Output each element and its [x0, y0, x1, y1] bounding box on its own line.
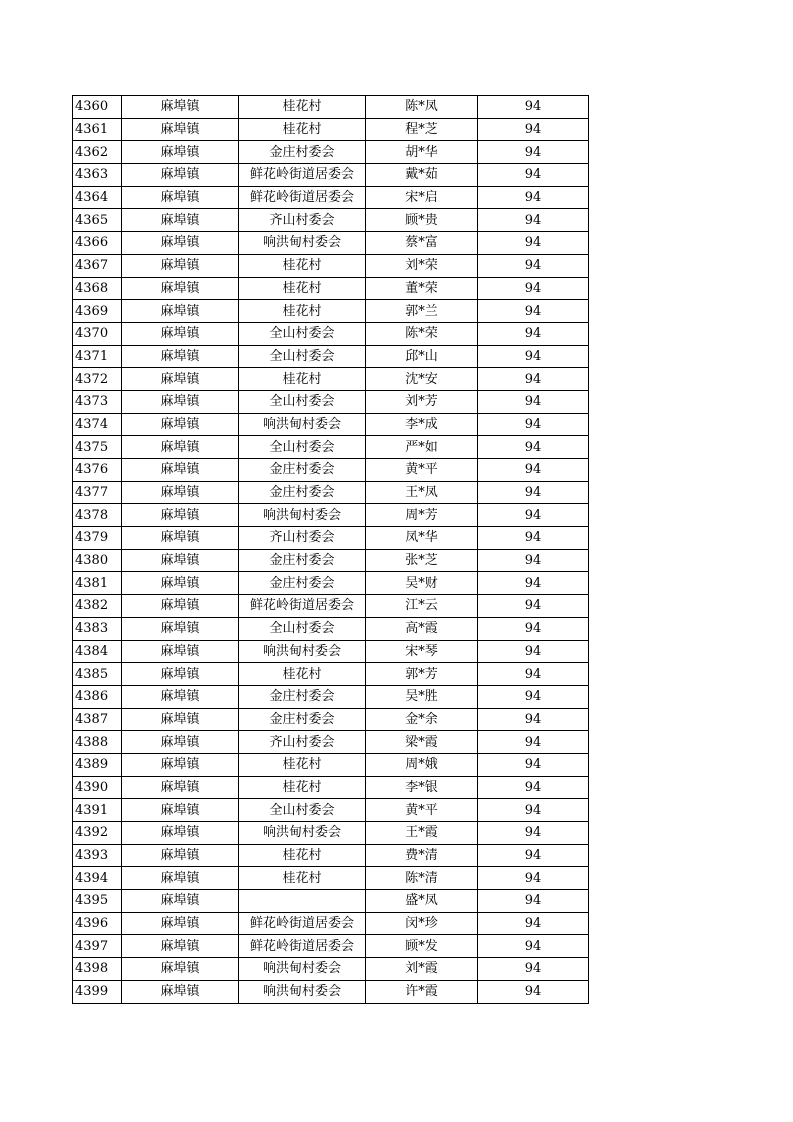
- score-cell: 94: [478, 118, 589, 141]
- score-cell: 94: [478, 436, 589, 459]
- score-cell: 94: [478, 527, 589, 550]
- person-name-cell: 吴*财: [366, 572, 478, 595]
- town-cell: 麻埠镇: [122, 368, 239, 391]
- village-cell: 桂花村: [239, 867, 366, 890]
- row-number-cell: 4378: [73, 504, 122, 527]
- village-cell: 桂花村: [239, 844, 366, 867]
- village-cell: 桂花村: [239, 277, 366, 300]
- village-cell: 齐山村委会: [239, 527, 366, 550]
- table-row: [73, 254, 589, 277]
- person-name-cell: 李*银: [366, 776, 478, 799]
- table-row: [73, 118, 589, 141]
- score-cell: 94: [478, 345, 589, 368]
- person-name-cell: 刘*芳: [366, 390, 478, 413]
- village-cell: 鲜花岭街道居委会: [239, 935, 366, 958]
- town-cell: 麻埠镇: [122, 890, 239, 913]
- score-cell: 94: [478, 890, 589, 913]
- village-cell: 桂花村: [239, 753, 366, 776]
- person-name-cell: 顾*贵: [366, 209, 478, 232]
- row-number-cell: 4370: [73, 322, 122, 345]
- town-cell: 麻埠镇: [122, 935, 239, 958]
- data-table: [72, 95, 589, 1004]
- town-cell: 麻埠镇: [122, 390, 239, 413]
- score-cell: 94: [478, 685, 589, 708]
- score-cell: 94: [478, 322, 589, 345]
- village-cell: 桂花村: [239, 118, 366, 141]
- row-number-cell: 4377: [73, 481, 122, 504]
- row-number-cell: 4390: [73, 776, 122, 799]
- score-cell: 94: [478, 958, 589, 981]
- town-cell: 麻埠镇: [122, 527, 239, 550]
- table-row: [73, 459, 589, 482]
- village-cell: 金庄村委会: [239, 141, 366, 164]
- town-cell: 麻埠镇: [122, 663, 239, 686]
- table-body: [73, 96, 589, 1004]
- table-row: [73, 413, 589, 436]
- row-number-cell: 4376: [73, 459, 122, 482]
- person-name-cell: 胡*华: [366, 141, 478, 164]
- score-cell: 94: [478, 254, 589, 277]
- table-row: [73, 436, 589, 459]
- table-row: [73, 753, 589, 776]
- town-cell: 麻埠镇: [122, 96, 239, 119]
- town-cell: 麻埠镇: [122, 232, 239, 255]
- row-number-cell: 4373: [73, 390, 122, 413]
- score-cell: 94: [478, 390, 589, 413]
- row-number-cell: 4367: [73, 254, 122, 277]
- town-cell: 麻埠镇: [122, 912, 239, 935]
- row-number-cell: 4398: [73, 958, 122, 981]
- town-cell: 麻埠镇: [122, 617, 239, 640]
- village-cell: 全山村委会: [239, 390, 366, 413]
- person-name-cell: 李*成: [366, 413, 478, 436]
- row-number-cell: 4385: [73, 663, 122, 686]
- person-name-cell: 陈*荣: [366, 322, 478, 345]
- town-cell: 麻埠镇: [122, 822, 239, 845]
- village-cell: 金庄村委会: [239, 708, 366, 731]
- row-number-cell: 4392: [73, 822, 122, 845]
- village-cell: 齐山村委会: [239, 209, 366, 232]
- town-cell: 麻埠镇: [122, 731, 239, 754]
- score-cell: 94: [478, 164, 589, 187]
- score-cell: 94: [478, 549, 589, 572]
- village-cell: 响洪甸村委会: [239, 980, 366, 1003]
- village-cell: 鲜花岭街道居委会: [239, 164, 366, 187]
- row-number-cell: 4382: [73, 595, 122, 618]
- table-row: [73, 300, 589, 323]
- person-name-cell: 刘*荣: [366, 254, 478, 277]
- row-number-cell: 4364: [73, 186, 122, 209]
- village-cell: 全山村委会: [239, 322, 366, 345]
- town-cell: 麻埠镇: [122, 958, 239, 981]
- score-cell: 94: [478, 640, 589, 663]
- table-row: [73, 141, 589, 164]
- row-number-cell: 4397: [73, 935, 122, 958]
- village-cell: 响洪甸村委会: [239, 958, 366, 981]
- town-cell: 麻埠镇: [122, 549, 239, 572]
- village-cell: 鲜花岭街道居委会: [239, 595, 366, 618]
- table-row: [73, 232, 589, 255]
- town-cell: 麻埠镇: [122, 753, 239, 776]
- row-number-cell: 4366: [73, 232, 122, 255]
- town-cell: 麻埠镇: [122, 980, 239, 1003]
- row-number-cell: 4383: [73, 617, 122, 640]
- table-row: [73, 799, 589, 822]
- person-name-cell: 王*霞: [366, 822, 478, 845]
- score-cell: 94: [478, 617, 589, 640]
- town-cell: 麻埠镇: [122, 209, 239, 232]
- person-name-cell: 高*霞: [366, 617, 478, 640]
- town-cell: 麻埠镇: [122, 685, 239, 708]
- table-row: [73, 640, 589, 663]
- village-cell: 桂花村: [239, 96, 366, 119]
- town-cell: 麻埠镇: [122, 640, 239, 663]
- village-cell: 响洪甸村委会: [239, 640, 366, 663]
- table-row: [73, 776, 589, 799]
- score-cell: 94: [478, 572, 589, 595]
- person-name-cell: 凤*华: [366, 527, 478, 550]
- person-name-cell: 盛*凤: [366, 890, 478, 913]
- town-cell: 麻埠镇: [122, 799, 239, 822]
- person-name-cell: 梁*霞: [366, 731, 478, 754]
- person-name-cell: 戴*茹: [366, 164, 478, 187]
- table-row: [73, 186, 589, 209]
- score-cell: 94: [478, 300, 589, 323]
- person-name-cell: 费*清: [366, 844, 478, 867]
- table-row: [73, 345, 589, 368]
- town-cell: 麻埠镇: [122, 776, 239, 799]
- score-cell: 94: [478, 663, 589, 686]
- row-number-cell: 4388: [73, 731, 122, 754]
- score-cell: 94: [478, 368, 589, 391]
- score-cell: 94: [478, 753, 589, 776]
- row-number-cell: 4360: [73, 96, 122, 119]
- score-cell: 94: [478, 867, 589, 890]
- score-cell: 94: [478, 822, 589, 845]
- person-name-cell: 邱*山: [366, 345, 478, 368]
- village-cell: 响洪甸村委会: [239, 504, 366, 527]
- row-number-cell: 4374: [73, 413, 122, 436]
- score-cell: 94: [478, 232, 589, 255]
- person-name-cell: 严*如: [366, 436, 478, 459]
- table-row: [73, 572, 589, 595]
- row-number-cell: 4369: [73, 300, 122, 323]
- village-cell: 全山村委会: [239, 345, 366, 368]
- table-row: [73, 322, 589, 345]
- table-row: [73, 890, 589, 913]
- town-cell: 麻埠镇: [122, 708, 239, 731]
- person-name-cell: 宋*启: [366, 186, 478, 209]
- village-cell: 响洪甸村委会: [239, 822, 366, 845]
- row-number-cell: 4380: [73, 549, 122, 572]
- person-name-cell: 蔡*富: [366, 232, 478, 255]
- table-row: [73, 504, 589, 527]
- score-cell: 94: [478, 980, 589, 1003]
- village-cell: 金庄村委会: [239, 459, 366, 482]
- row-number-cell: 4399: [73, 980, 122, 1003]
- village-cell: 金庄村委会: [239, 685, 366, 708]
- person-name-cell: 陈*凤: [366, 96, 478, 119]
- table-row: [73, 390, 589, 413]
- village-cell: 全山村委会: [239, 436, 366, 459]
- table-row: [73, 549, 589, 572]
- person-name-cell: 顾*发: [366, 935, 478, 958]
- town-cell: 麻埠镇: [122, 277, 239, 300]
- person-name-cell: 陈*清: [366, 867, 478, 890]
- village-cell: 全山村委会: [239, 617, 366, 640]
- score-cell: 94: [478, 844, 589, 867]
- village-cell: 金庄村委会: [239, 481, 366, 504]
- person-name-cell: 金*余: [366, 708, 478, 731]
- town-cell: 麻埠镇: [122, 844, 239, 867]
- village-cell: 齐山村委会: [239, 731, 366, 754]
- table-row: [73, 96, 589, 119]
- table-row: [73, 527, 589, 550]
- score-cell: 94: [478, 277, 589, 300]
- score-cell: 94: [478, 96, 589, 119]
- row-number-cell: 4375: [73, 436, 122, 459]
- table-row: [73, 685, 589, 708]
- table-row: [73, 958, 589, 981]
- town-cell: 麻埠镇: [122, 459, 239, 482]
- score-cell: 94: [478, 799, 589, 822]
- score-cell: 94: [478, 481, 589, 504]
- score-cell: 94: [478, 186, 589, 209]
- row-number-cell: 4391: [73, 799, 122, 822]
- person-name-cell: 周*芳: [366, 504, 478, 527]
- row-number-cell: 4379: [73, 527, 122, 550]
- town-cell: 麻埠镇: [122, 254, 239, 277]
- row-number-cell: 4384: [73, 640, 122, 663]
- score-cell: 94: [478, 935, 589, 958]
- score-cell: 94: [478, 459, 589, 482]
- person-name-cell: 周*娥: [366, 753, 478, 776]
- town-cell: 麻埠镇: [122, 345, 239, 368]
- score-cell: 94: [478, 141, 589, 164]
- person-name-cell: 黄*平: [366, 799, 478, 822]
- town-cell: 麻埠镇: [122, 413, 239, 436]
- table-row: [73, 822, 589, 845]
- village-cell: 金庄村委会: [239, 549, 366, 572]
- table-row: [73, 277, 589, 300]
- row-number-cell: 4363: [73, 164, 122, 187]
- score-cell: 94: [478, 708, 589, 731]
- person-name-cell: 王*凤: [366, 481, 478, 504]
- village-cell: 全山村委会: [239, 799, 366, 822]
- table-row: [73, 368, 589, 391]
- person-name-cell: 董*荣: [366, 277, 478, 300]
- score-cell: 94: [478, 912, 589, 935]
- row-number-cell: 4361: [73, 118, 122, 141]
- row-number-cell: 4394: [73, 867, 122, 890]
- village-cell: [239, 890, 366, 913]
- village-cell: 响洪甸村委会: [239, 232, 366, 255]
- row-number-cell: 4395: [73, 890, 122, 913]
- table-row: [73, 595, 589, 618]
- person-name-cell: 黄*平: [366, 459, 478, 482]
- row-number-cell: 4387: [73, 708, 122, 731]
- town-cell: 麻埠镇: [122, 436, 239, 459]
- town-cell: 麻埠镇: [122, 164, 239, 187]
- town-cell: 麻埠镇: [122, 867, 239, 890]
- village-cell: 桂花村: [239, 776, 366, 799]
- person-name-cell: 张*芝: [366, 549, 478, 572]
- score-cell: 94: [478, 413, 589, 436]
- table-row: [73, 731, 589, 754]
- town-cell: 麻埠镇: [122, 118, 239, 141]
- table-row: [73, 481, 589, 504]
- score-cell: 94: [478, 504, 589, 527]
- row-number-cell: 4386: [73, 685, 122, 708]
- person-name-cell: 郭*兰: [366, 300, 478, 323]
- row-number-cell: 4393: [73, 844, 122, 867]
- score-cell: 94: [478, 209, 589, 232]
- table-row: [73, 663, 589, 686]
- town-cell: 麻埠镇: [122, 504, 239, 527]
- score-cell: 94: [478, 776, 589, 799]
- village-cell: 金庄村委会: [239, 572, 366, 595]
- row-number-cell: 4396: [73, 912, 122, 935]
- table-row: [73, 209, 589, 232]
- town-cell: 麻埠镇: [122, 300, 239, 323]
- row-number-cell: 4372: [73, 368, 122, 391]
- town-cell: 麻埠镇: [122, 481, 239, 504]
- person-name-cell: 闵*珍: [366, 912, 478, 935]
- person-name-cell: 刘*霞: [366, 958, 478, 981]
- person-name-cell: 江*云: [366, 595, 478, 618]
- village-cell: 鲜花岭街道居委会: [239, 186, 366, 209]
- table-row: [73, 980, 589, 1003]
- row-number-cell: 4368: [73, 277, 122, 300]
- row-number-cell: 4365: [73, 209, 122, 232]
- town-cell: 麻埠镇: [122, 595, 239, 618]
- table-row: [73, 844, 589, 867]
- table-row: [73, 617, 589, 640]
- person-name-cell: 程*芝: [366, 118, 478, 141]
- table-row: [73, 867, 589, 890]
- village-cell: 响洪甸村委会: [239, 413, 366, 436]
- row-number-cell: 4371: [73, 345, 122, 368]
- village-cell: 桂花村: [239, 368, 366, 391]
- town-cell: 麻埠镇: [122, 322, 239, 345]
- row-number-cell: 4362: [73, 141, 122, 164]
- village-cell: 鲜花岭街道居委会: [239, 912, 366, 935]
- town-cell: 麻埠镇: [122, 141, 239, 164]
- row-number-cell: 4389: [73, 753, 122, 776]
- person-name-cell: 郭*芳: [366, 663, 478, 686]
- village-cell: 桂花村: [239, 663, 366, 686]
- table-row: [73, 164, 589, 187]
- person-name-cell: 吴*胜: [366, 685, 478, 708]
- table-row: [73, 935, 589, 958]
- village-cell: 桂花村: [239, 254, 366, 277]
- town-cell: 麻埠镇: [122, 186, 239, 209]
- row-number-cell: 4381: [73, 572, 122, 595]
- person-name-cell: 许*霞: [366, 980, 478, 1003]
- score-cell: 94: [478, 731, 589, 754]
- table-row: [73, 912, 589, 935]
- village-cell: 桂花村: [239, 300, 366, 323]
- person-name-cell: 宋*琴: [366, 640, 478, 663]
- score-cell: 94: [478, 595, 589, 618]
- person-name-cell: 沈*安: [366, 368, 478, 391]
- town-cell: 麻埠镇: [122, 572, 239, 595]
- table-row: [73, 708, 589, 731]
